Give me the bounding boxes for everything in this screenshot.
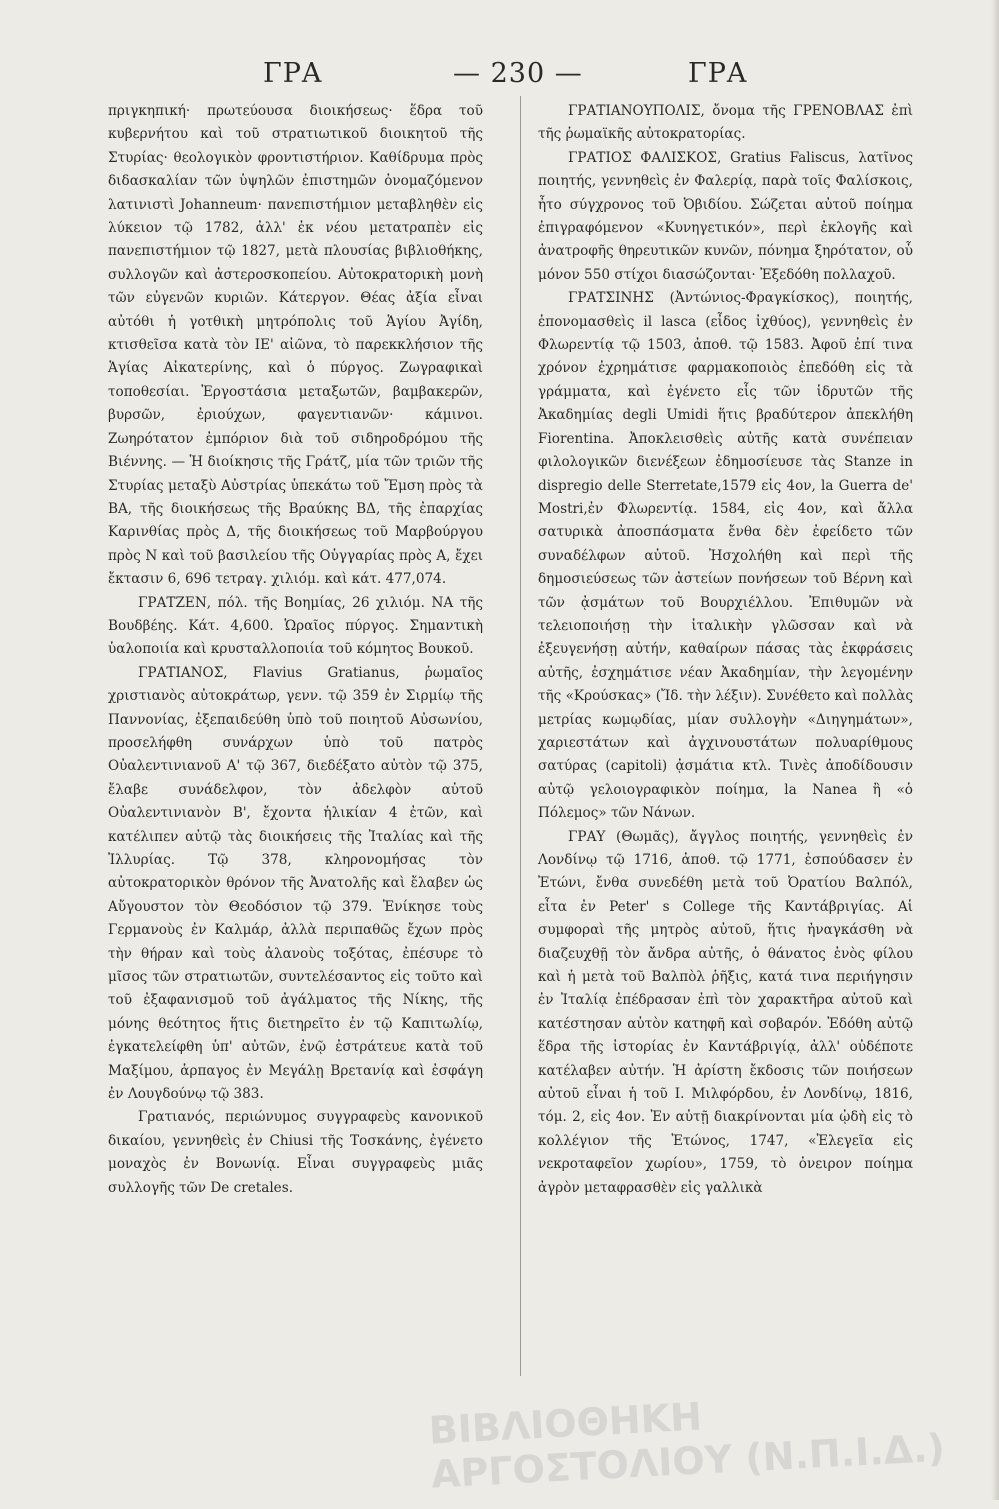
entry-gratios-faliskos: ΓΡΑΤΙΟΣ ΦΑΛΙΣΚΟΣ, Gratius Faliscus, λατῖνος ποιητής, γεννηθεὶς ἐν Φαλερίᾳ, παρὰ τοῖς Φαλίσκοις, ἦτο σύγχρονος τοῦ Ὀβιδίου. Σώζεται αὐτοῦ ποίημα ἐπιγραφόμενον «Κυνηγετικόν», περὶ ἐκλογῆς καὶ ἀνατροφῆς θηρευτικῶν κυνῶν, πόνημα ξηρότατον, οὗ μόνον 550 στίχοι διασώζονται· Ἐξεδόθη πολλαχοῦ. bbox=[538, 149, 913, 283]
left-column bbox=[108, 100, 483, 1200]
column-divider bbox=[520, 96, 521, 1376]
right-column bbox=[538, 100, 913, 1200]
entry-graz-continued: πριγκηπική· πρωτεύουσα διοικήσεως· ἕδρα τοῦ κυβερνήτου καὶ τοῦ στρατιωτικοῦ διοικητοῦ τῆς Στυρίας· θεολογικὸν φροντιστήριον. Καθίδρυμα πρὸς διδασκαλίαν τῶν ὑψηλῶν ἐπιστημῶν ὀνομαζόμενον λατινιστὶ Johanneum· πανεπιστήμιον μεταβληθὲν εἰς λύκειον τῷ 1782, ἀλλ' ἐκ νέου μετατραπὲν εἰς πανεπιστήμιον τῷ 1827, μετὰ πλουσίας βιβλιοθήκης, συλλογῶν καὶ ἀστεροσκοπείου. Αὐτοκρατορικὴ μονὴ τῶν εὐγενῶν κυριῶν. Κάτεργον. Θέας ἀξία εἶναι αὐτόθι ἡ γοτθικὴ μητρόπολις τοῦ Ἁγίου Ἀγίδη, κτισθεῖσα κατὰ τὸν ΙΕ' αἰῶνα, τὸ παρεκκλήσιον τῆς Ἁγίας Αἰκατερίνης, καὶ ὁ πύργος. Ζωγραφικαὶ τοποθεσίαι. Ἐργοστάσια μεταξωτῶν, βαμβακερῶν, βυρσῶν, ἐριούχων, φαγεντιανῶν· κάμινοι. Ζωηρότατον ἐμπόριον διὰ τοῦ σιδηροδρόμου τῆς Βιέννης. — Ἡ διοίκησις τῆς Γράτζ, μία τῶν τριῶν τῆς Στυρίας μεταξὺ Αὐστρίας ὑπεκάτω τοῦ Ἔμση πρὸς τὰ ΒΑ, τῆς διοικήσεως τῆς Βραύκης ΒΔ, τῆς ἐπαρχίας Καρινθίας πρὸς Δ, τῆς διοικήσεως τοῦ Μαρβούργου πρὸς Ν καὶ τοῦ βασιλείου τῆς Οὑγγαρίας πρὸς Α, ἔχει ἔκτασιν 6, 696 τετραγ. χιλιόμ. καὶ κάτ. 477,074. bbox=[108, 103, 483, 588]
entry-gratsinis: ΓΡΑΤΣΙΝΗΣ (Ἀντώνιος-Φραγκίσκος), ποιητής, ἐπονομασθεὶς il lasca (εἶδος ἰχθύος), γεννηθεὶς ἐν Φλωρεντίᾳ τῷ 1503, ἀποθ. τῷ 1583. Ἀφοῦ ἐπί τινα χρόνον ἐχρημάτισε φαρμακοποιὸς ἐπεδόθη εἰς τὰ γράμματα, καὶ ἐγένετο εἷς τῶν ἱδρυτῶν τῆς Ἀκαδημίας degli Umidi ἥτις βραδύτερον ἀπεκλήθη Fiorentina. Ἀποκλεισθεὶς αὐτῆς κατὰ συνέπειαν φιλολογικῶν διενέξεων ἐδημοσίευσε τὰς Stanze in dispregio delle Sterretate,1579 εἰς 4ον, la Guerra de' Mostri,ἐν Φλωρεντίᾳ. 1584, εἰς 4ον, καὶ ἄλλα σατυρικὰ ἀποσπάσματα ἔνθα δὲν ἐφείδετο τῶν συναδέλφων αὐτοῦ. Ἠσχολήθη καὶ περὶ τῆς δημοσιεύσεως τῶν ἀστείων πονήσεων τοῦ Βέρνη καὶ τῶν ᾀσμάτων τοῦ Βουρχιέλλου. Ἐπιθυμῶν νὰ τελειοποιήσῃ τὴν ἰταλικὴν γλῶσσαν καὶ νὰ ἐξευγενήσῃ αὐτήν, καθαίρων πάσας τὰς ἐκφράσεις αὐτῆς, ἐσχημάτισε νέαν Ἀκαδημίαν, τὴν λεγομένην τῆς «Κρούσκας» (Ἴδ. τὴν λέξιν). Συνέθετο καὶ πολλὰς μετρίας κωμῳδίας, μίαν συλλογὴν «Διηγημάτων», χαριεστάτων καὶ ἀγχινουστάτων πολυαρίθμους σατύρας (capitoli) ᾀσμάτια κτλ. Τινὲς ἀποδίδουσιν αὐτῷ γελοιογραφικὸν ποίημα, la Nanea ἢ «ὁ Πόλεμος» τῶν Νάνων. bbox=[538, 290, 913, 822]
running-header bbox=[108, 58, 908, 98]
entry-gray: ΓΡΑΥ (Θωμᾶς), ἄγγλος ποιητής, γεννηθεὶς ἐν Λονδίνῳ τῷ 1716, ἀποθ. τῷ 1771, ἐσπούδασεν ἐν Ἐτώνι, ἔνθα συνεδέθη μετὰ τοῦ Ὀρατίου Βαλπόλ, εἶτα ἐν Peter' s College τῆς Καντάβριγίας. Αἱ συμφοραὶ τῆς μητρὸς αὐτοῦ, ἥτις ἠναγκάσθη νὰ διαζευχθῇ τὸν ἄνδρα αὐτῆς, ὁ θάνατος ἑνὸς φίλου καὶ ἡ μετὰ τοῦ Βαλπὸλ ῥῆξις, κατά τινα περιήγησιν ἐν Ἰταλίᾳ ἐπέδρασαν ἐπὶ τὸν χαρακτῆρα αὐτοῦ καὶ κατέστησαν αὐτὸν κατηφῆ καὶ σοβαρόν. Ἐδόθη αὐτῷ ἕδρα τῆς ἱστορίας ἐν Καντάβριγίᾳ, ἀλλ' οὐδέποτε κατέλαβεν αὐτήν. Ἡ ἀρίστη ἔκδοσις τῶν ποιήσεων αὐτοῦ εἶναι ἡ τοῦ Ι. Μιλφόρδου, ἐν Λονδίνῳ, 1816, τόμ. 2, εἰς 4ον. Ἐν αὐτῇ διακρίνονται μία ᾠδὴ εἰς τὸ κολλέγιον τῆς Ἐτώνος, 1747, «Ἐλεγεῖα εἰς νεκροταφεῖον χωρίου», 1759, τὸ ὀνειρον ποίημα ἀγρὸν μεταφρασθὲν εἰς γαλλικὰ bbox=[538, 828, 913, 1196]
page-number: — 230 — bbox=[453, 58, 583, 89]
page-edge-shadow bbox=[991, 0, 999, 1500]
header-left: ΓΡΑ bbox=[263, 58, 323, 89]
entry-gratianoupolis: ΓΡΑΤΙΑΝΟΥΠΟΛΙΣ, ὄνομα τῆς ΓΡΕΝΟΒΛΑΣ ἐπὶ τῆς ῥωμαϊκῆς αὐτοκρατορίας. bbox=[538, 103, 913, 143]
entry-gratzen: ΓΡΑΤΖΕΝ, πόλ. τῆς Βοημίας, 26 χιλιόμ. ΝΑ τῆς Βουδβέης. Κάτ. 4,600. Ὡραῖος πύργος. Σημαντικὴ ὑαλοποιία καὶ κρυσταλλοποιία τοῦ κόμητος Βουκοῦ. bbox=[108, 594, 483, 658]
entry-gratianos-canonist: Γρατιανός, περιώνυμος συγγραφεὺς κανονικοῦ δικαίου, γεννηθεὶς ἐν Chiusi τῆς Τοσκάνης, ἐγένετο μοναχὸς ἐν Βονωνίᾳ. Εἶναι συγγραφεὺς μιᾶς συλλογῆς τῶν De cretales. bbox=[108, 1109, 483, 1196]
header-right: ΓΡΑ bbox=[688, 58, 748, 89]
library-watermark: ΒΙΒΛΙΟΘΗΚΗ ΑΡΓΟΣΤΟΛΙΟΥ (Ν.Π.Ι.Δ.) bbox=[427, 1394, 946, 1497]
entry-gratianos: ΓΡΑΤΙΑΝΟΣ, Flavius Gratianus, ῥωμαῖος χριστιανὸς αὐτοκράτωρ, γενν. τῷ 359 ἐν Σιρμίῳ τῆς Παννονίας, ἐξεπαιδεύθη ὑπὸ τοῦ ποιητοῦ Αὐσωνίου, προσελήφθη συνάρχων ὑπὸ τοῦ πατρὸς Οὐαλεντινιανοῦ Α' τῷ 367, διεδέξατο αὐτὸν τῷ 375, ἔλαβε συνάδελφον, τὸν ἀδελφὸν αὐτοῦ Οὐαλεντινιανὸν Β', ἔχοντα ἡλικίαν 4 ἐτῶν, καὶ κατέλιπεν αὐτῷ τὰς διοικήσεις τῆς Ἰταλίας καὶ τῆς Ἰλλυρίας. Τῷ 378, κληρονομήσας τὸν αὐτοκρατορικὸν θρόνον τῆς Ἀνατολῆς καὶ ἔλαβεν ὡς Αὔγουστον τὸν Θεοδόσιον τῷ 379. Ἐνίκησε τοὺς Γερμανοὺς ἐν Καλμάρ, ἀλλὰ περιπαθῶς ἔχων πρὸς τὴν θήραν καὶ τοὺς ἀλανοὺς τοξότας, ἐπέσυρε τὸ μῖσος τῶν στρατιωτῶν, συντελέσαντος εἰς τοῦτο καὶ τοῦ ἐξαφανισμοῦ τοῦ ἀγάλματος τῆς Νίκης, τῆς μόνης θεότητος ἥτις διετηρεῖτο ἐν τῷ Καπιτωλίῳ, ἐγκατελείφθη ὑπ' αὐτῶν, ἐνῷ ἐστράτευε κατὰ τοῦ Μαξίμου, ἁρπαγος ἐν Μεγάλῃ Βρετανίᾳ καὶ ἐσφάγη ἐν Λουγδούνῳ τῷ 383. bbox=[108, 664, 483, 1103]
